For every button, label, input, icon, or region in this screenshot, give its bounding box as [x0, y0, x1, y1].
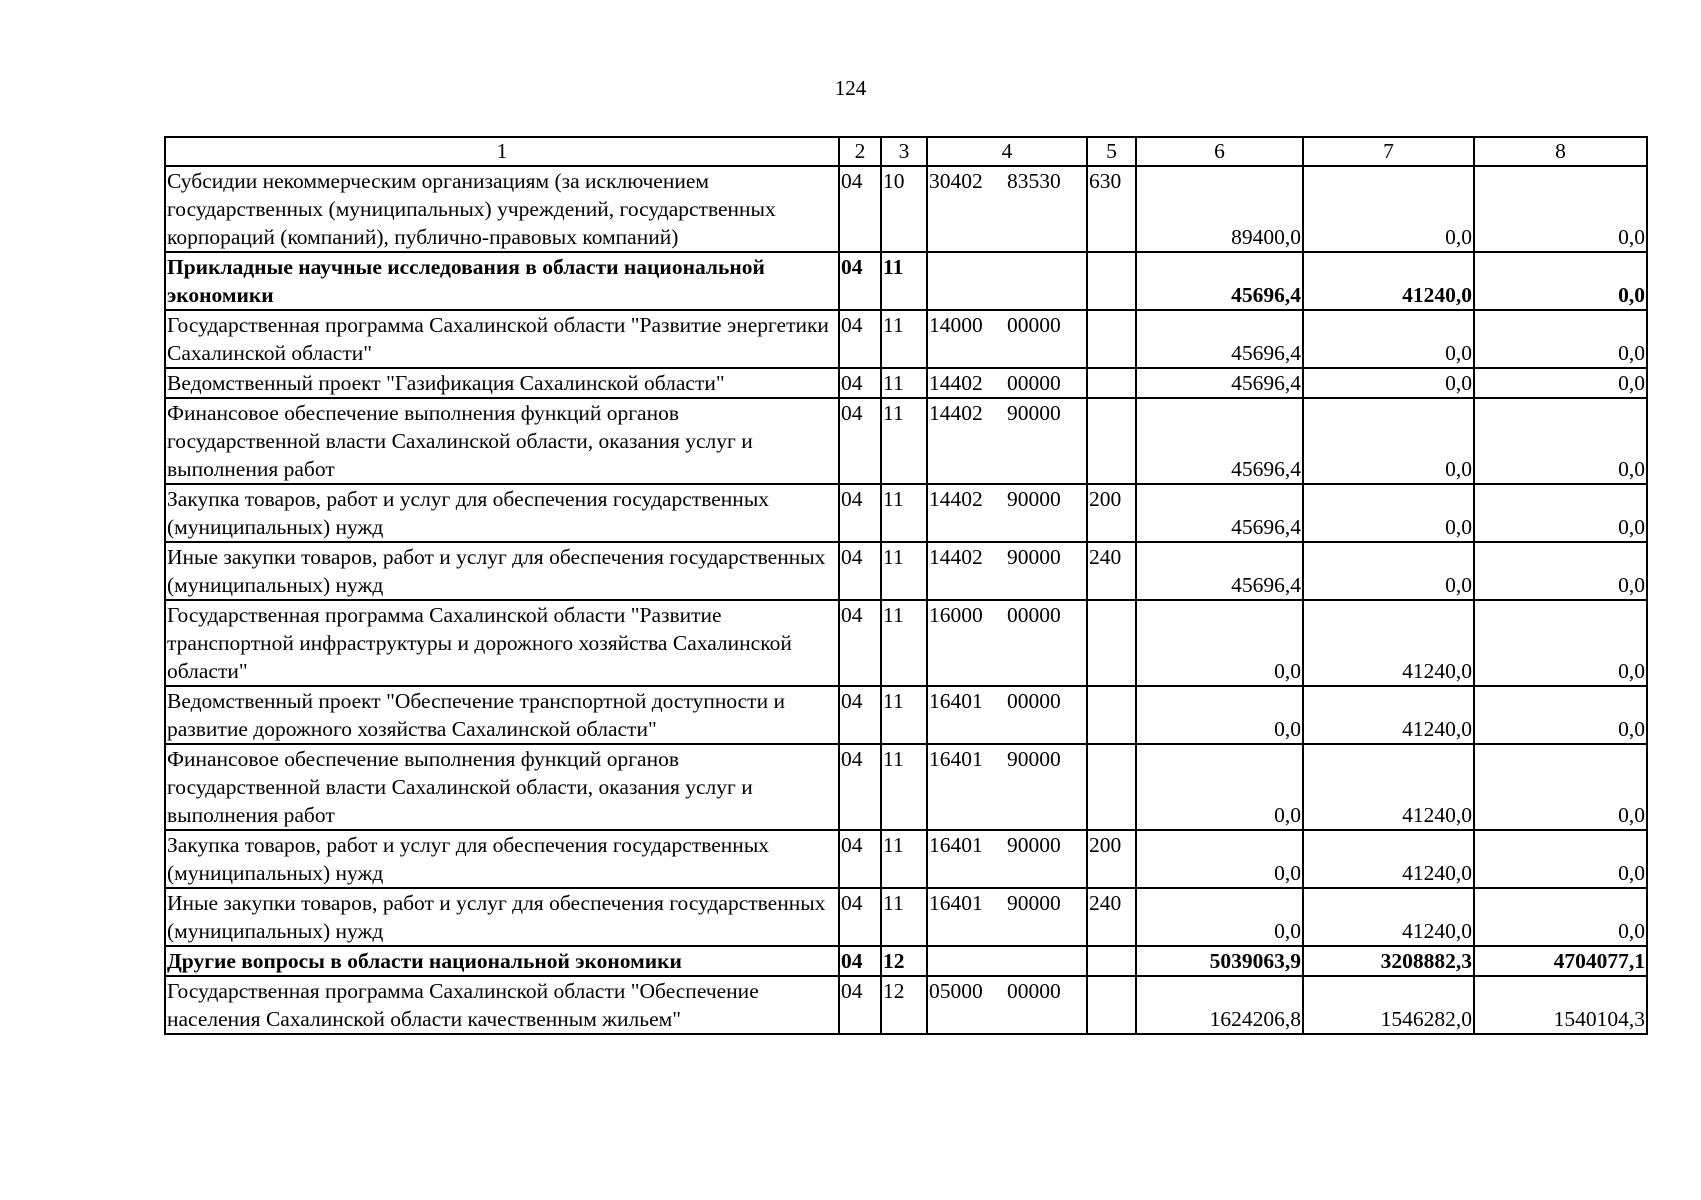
row-amount-col8: 1540104,3: [1474, 976, 1647, 1034]
row-amount-col8: 0,0: [1474, 744, 1647, 830]
row-section-code: 04: [839, 484, 881, 542]
table-row: [165, 484, 1647, 542]
row-section-code: 04: [839, 398, 881, 484]
row-section-code: 04: [839, 744, 881, 830]
row-name: Ведомственный проект "Обеспечение транспортной доступности и развитие дорожного хозяйства Сахалинской области": [165, 686, 839, 744]
row-amount-col6: 0,0: [1136, 888, 1303, 946]
row-name: Закупка товаров, работ и услуг для обеспечения государственных (муниципальных) нужд: [165, 484, 839, 542]
row-name: Государственная программа Сахалинской области "Развитие транспортной инфраструктуры и дорожного хозяйства Сахалинской области": [165, 600, 839, 686]
row-amount-col7: 0,0: [1303, 166, 1474, 252]
row-expense-type: [1087, 976, 1136, 1034]
row-amount-col7: 41240,0: [1303, 888, 1474, 946]
row-target-article: [927, 976, 1087, 1034]
header-cell: 2: [839, 137, 881, 166]
row-section-code: 04: [839, 166, 881, 252]
target-article-program: 14402: [929, 545, 983, 569]
row-subsection-code: 10: [881, 166, 927, 252]
row-subsection-code: 12: [881, 946, 927, 976]
row-expense-type: 240: [1087, 542, 1136, 600]
row-subsection-code: 11: [881, 686, 927, 744]
row-name: Ведомственный проект "Газификация Сахалинской области": [165, 368, 839, 398]
row-amount-col6: 0,0: [1136, 744, 1303, 830]
table-row: [165, 600, 1647, 686]
row-target-article: [927, 368, 1087, 398]
row-subsection-code: 11: [881, 744, 927, 830]
table-row: [165, 368, 1647, 398]
row-target-article: [927, 686, 1087, 744]
target-article-program: 14402: [929, 371, 983, 395]
row-expense-type: [1087, 686, 1136, 744]
header-cell: 6: [1136, 137, 1303, 166]
row-subsection-code: 11: [881, 310, 927, 368]
table-row: [165, 888, 1647, 946]
row-target-article: [927, 252, 1087, 310]
table-row: [165, 744, 1647, 830]
target-article-direction: 90000: [1007, 747, 1061, 771]
target-article-direction: 00000: [1007, 689, 1061, 713]
row-target-article: [927, 600, 1087, 686]
row-expense-type: 630: [1087, 166, 1136, 252]
budget-table: [164, 136, 1648, 1035]
header-cell: 8: [1474, 137, 1647, 166]
table-row: [165, 542, 1647, 600]
table-row: [165, 686, 1647, 744]
row-amount-col8: 0,0: [1474, 310, 1647, 368]
table-row: [165, 398, 1647, 484]
target-article-direction: 83530: [1007, 169, 1061, 193]
row-amount-col8: 0,0: [1474, 686, 1647, 744]
row-subsection-code: 12: [881, 976, 927, 1034]
row-amount-col7: 41240,0: [1303, 600, 1474, 686]
header-cell: 5: [1087, 137, 1136, 166]
row-section-code: 04: [839, 600, 881, 686]
row-amount-col6: 45696,4: [1136, 310, 1303, 368]
target-article-direction: 90000: [1007, 487, 1061, 511]
header-cell: 4: [927, 137, 1087, 166]
row-subsection-code: 11: [881, 600, 927, 686]
row-name: Субсидии некоммерческим организациям (за исключением государственных (муниципальных) учреждений, государственных корпораций (компаний), публично-правовых компаний): [165, 166, 839, 252]
row-subsection-code: 11: [881, 398, 927, 484]
table-row: [165, 310, 1647, 368]
target-article-program: 16401: [929, 747, 983, 771]
row-expense-type: [1087, 310, 1136, 368]
row-expense-type: [1087, 368, 1136, 398]
row-amount-col7: 3208882,3: [1303, 946, 1474, 976]
target-article-direction: 90000: [1007, 833, 1061, 857]
row-name: Прикладные научные исследования в области национальной экономики: [165, 252, 839, 310]
row-amount-col6: 89400,0: [1136, 166, 1303, 252]
row-expense-type: [1087, 252, 1136, 310]
row-amount-col8: 0,0: [1474, 368, 1647, 398]
target-article-program: 16000: [929, 603, 983, 627]
page-number: 124: [834, 76, 867, 100]
table-row: [165, 976, 1647, 1034]
header-cell: 1: [165, 137, 839, 166]
header-cell: 7: [1303, 137, 1474, 166]
table-body: [165, 166, 1647, 1034]
row-section-code: 04: [839, 830, 881, 888]
target-article-direction: 90000: [1007, 545, 1061, 569]
header-row: [165, 137, 1647, 166]
row-amount-col7: 41240,0: [1303, 744, 1474, 830]
target-article-direction: 00000: [1007, 313, 1061, 337]
row-section-code: 04: [839, 368, 881, 398]
target-article-program: 16401: [929, 833, 983, 857]
row-amount-col6: 45696,4: [1136, 368, 1303, 398]
row-name: Финансовое обеспечение выполнения функций органов государственной власти Сахалинской области, оказания услуг и выполнения работ: [165, 744, 839, 830]
row-name: Другие вопросы в области национальной экономики: [165, 946, 839, 976]
table-row: [165, 946, 1647, 976]
target-article-program: 05000: [929, 979, 983, 1003]
row-amount-col8: 0,0: [1474, 830, 1647, 888]
row-amount-col7: 0,0: [1303, 310, 1474, 368]
row-amount-col6: 5039063,9: [1136, 946, 1303, 976]
row-amount-col6: 1624206,8: [1136, 976, 1303, 1034]
row-subsection-code: 11: [881, 830, 927, 888]
row-name: Финансовое обеспечение выполнения функций органов государственной власти Сахалинской области, оказания услуг и выполнения работ: [165, 398, 839, 484]
target-article-program: 14402: [929, 487, 983, 511]
target-article-direction: 90000: [1007, 401, 1061, 425]
row-amount-col8: 0,0: [1474, 888, 1647, 946]
row-amount-col8: 0,0: [1474, 600, 1647, 686]
row-amount-col6: 45696,4: [1136, 484, 1303, 542]
target-article-program: 30402: [929, 169, 983, 193]
target-article-program: 14402: [929, 401, 983, 425]
row-target-article: [927, 398, 1087, 484]
row-expense-type: 200: [1087, 484, 1136, 542]
row-amount-col6: 0,0: [1136, 600, 1303, 686]
row-amount-col8: 0,0: [1474, 484, 1647, 542]
row-target-article: [927, 830, 1087, 888]
target-article-direction: 00000: [1007, 371, 1061, 395]
row-subsection-code: 11: [881, 542, 927, 600]
row-amount-col7: 0,0: [1303, 398, 1474, 484]
row-section-code: 04: [839, 686, 881, 744]
row-amount-col8: 0,0: [1474, 252, 1647, 310]
table-row: [165, 252, 1647, 310]
row-section-code: 04: [839, 888, 881, 946]
row-expense-type: [1087, 946, 1136, 976]
table-row: [165, 166, 1647, 252]
row-section-code: 04: [839, 310, 881, 368]
row-subsection-code: 11: [881, 888, 927, 946]
row-name: Иные закупки товаров, работ и услуг для обеспечения государственных (муниципальных) нужд: [165, 542, 839, 600]
row-target-article: [927, 310, 1087, 368]
row-expense-type: [1087, 744, 1136, 830]
row-amount-col8: 0,0: [1474, 542, 1647, 600]
target-article-direction: 90000: [1007, 891, 1061, 915]
row-amount-col6: 45696,4: [1136, 398, 1303, 484]
row-name: Государственная программа Сахалинской области "Обеспечение населения Сахалинской области качественным жильем": [165, 976, 839, 1034]
row-name: Государственная программа Сахалинской области "Развитие энергетики Сахалинской области": [165, 310, 839, 368]
row-amount-col7: 0,0: [1303, 484, 1474, 542]
target-article-program: 16401: [929, 689, 983, 713]
row-amount-col7: 0,0: [1303, 368, 1474, 398]
row-section-code: 04: [839, 252, 881, 310]
target-article-program: 14000: [929, 313, 983, 337]
row-target-article: [927, 946, 1087, 976]
row-expense-type: [1087, 398, 1136, 484]
row-name: Закупка товаров, работ и услуг для обеспечения государственных (муниципальных) нужд: [165, 830, 839, 888]
row-amount-col7: 41240,0: [1303, 686, 1474, 744]
target-article-program: 16401: [929, 891, 983, 915]
row-amount-col7: 1546282,0: [1303, 976, 1474, 1034]
row-amount-col6: 0,0: [1136, 686, 1303, 744]
row-expense-type: 200: [1087, 830, 1136, 888]
row-amount-col8: 0,0: [1474, 166, 1647, 252]
row-section-code: 04: [839, 976, 881, 1034]
row-target-article: [927, 166, 1087, 252]
row-expense-type: [1087, 600, 1136, 686]
row-amount-col6: 45696,4: [1136, 252, 1303, 310]
row-name: Иные закупки товаров, работ и услуг для обеспечения государственных (муниципальных) нужд: [165, 888, 839, 946]
row-target-article: [927, 484, 1087, 542]
row-amount-col8: 4704077,1: [1474, 946, 1647, 976]
row-section-code: 04: [839, 946, 881, 976]
table-row: [165, 830, 1647, 888]
row-amount-col6: 0,0: [1136, 830, 1303, 888]
row-target-article: [927, 744, 1087, 830]
row-amount-col6: 45696,4: [1136, 542, 1303, 600]
row-amount-col7: 0,0: [1303, 542, 1474, 600]
row-subsection-code: 11: [881, 252, 927, 310]
target-article-direction: 00000: [1007, 979, 1061, 1003]
row-amount-col7: 41240,0: [1303, 830, 1474, 888]
row-target-article: [927, 888, 1087, 946]
row-target-article: [927, 542, 1087, 600]
row-expense-type: 240: [1087, 888, 1136, 946]
row-subsection-code: 11: [881, 484, 927, 542]
row-subsection-code: 11: [881, 368, 927, 398]
row-amount-col8: 0,0: [1474, 398, 1647, 484]
row-section-code: 04: [839, 542, 881, 600]
header-cell: 3: [881, 137, 927, 166]
target-article-direction: 00000: [1007, 603, 1061, 627]
row-amount-col7: 41240,0: [1303, 252, 1474, 310]
